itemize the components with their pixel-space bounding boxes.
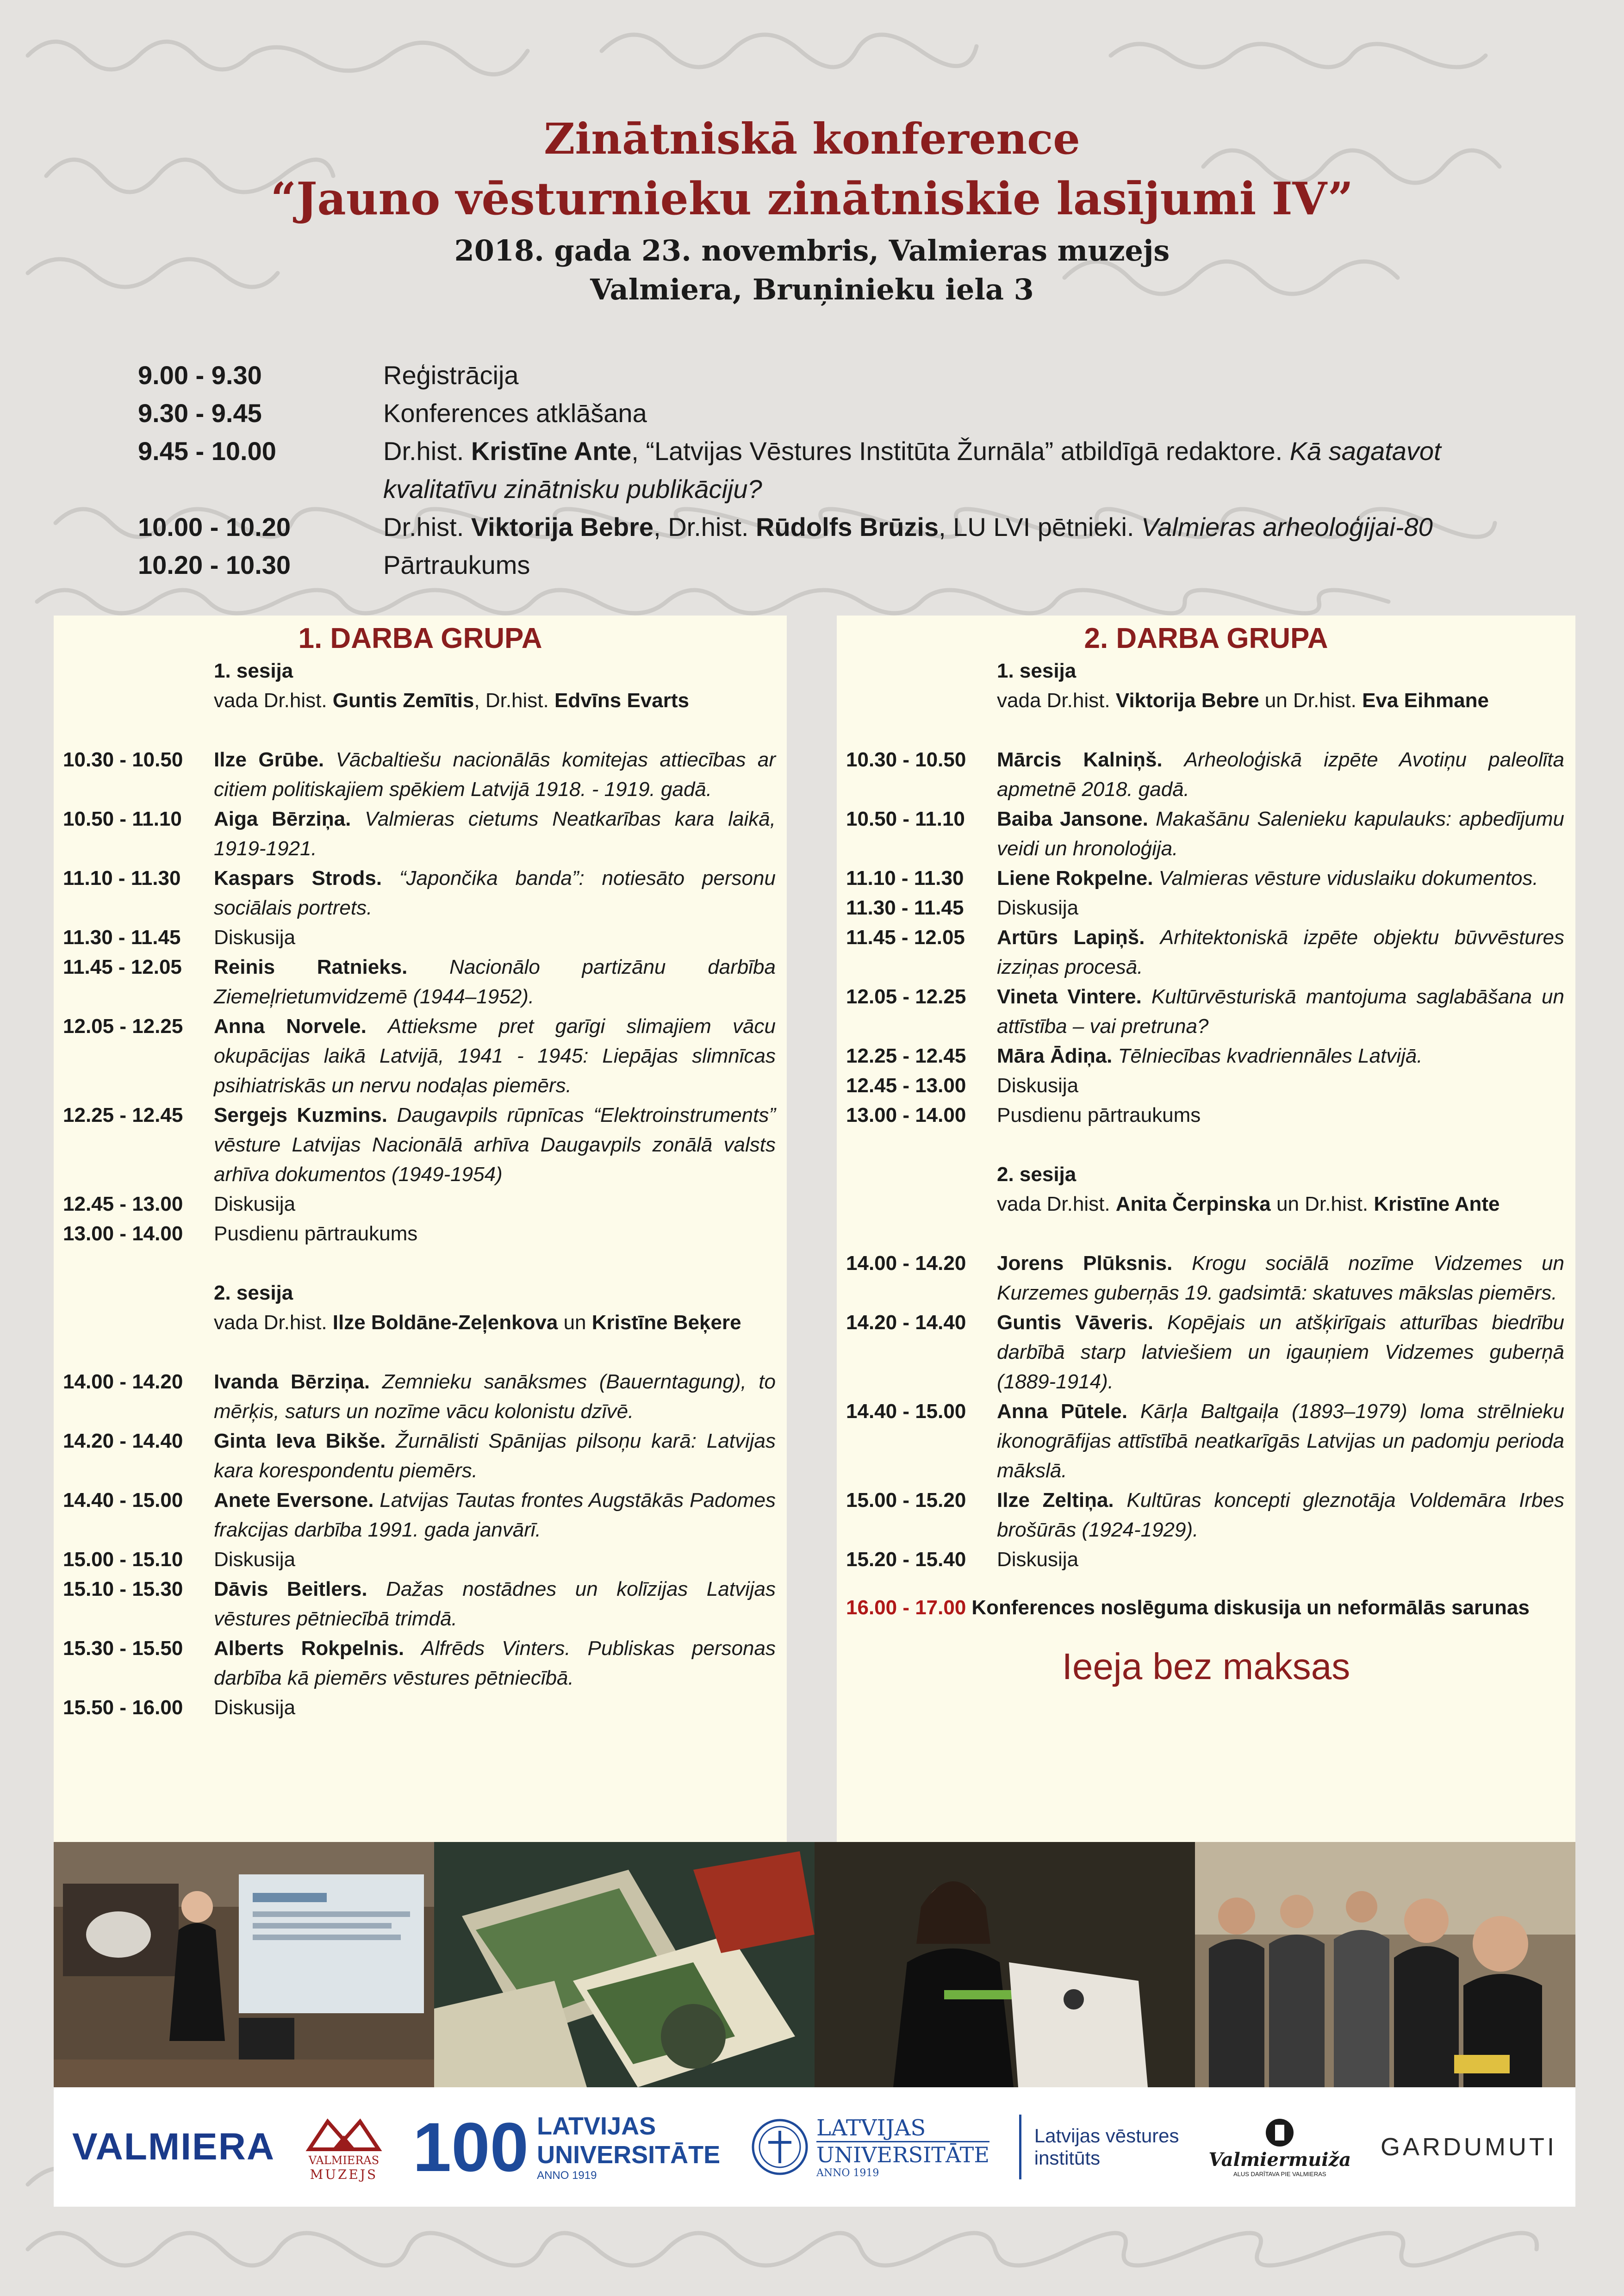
museum-name-bottom: MUZEJS bbox=[310, 2166, 378, 2182]
speaker-role: , LU LVI pētnieki. bbox=[939, 512, 1141, 541]
row-text bbox=[214, 864, 776, 923]
chair-prefix: vada Dr.hist. bbox=[997, 1193, 1116, 1215]
row-time: 12.45 - 13.00 bbox=[63, 1193, 183, 1215]
row-time: 15.50 - 16.00 bbox=[63, 1696, 183, 1719]
schedule-row bbox=[837, 745, 1575, 804]
schedule-row bbox=[54, 1634, 787, 1693]
session-chairs bbox=[997, 686, 1575, 716]
row-time: 11.10 - 11.30 bbox=[846, 867, 964, 890]
opening-time: 9.45 - 10.00 bbox=[138, 436, 276, 466]
opening-schedule bbox=[138, 356, 1549, 584]
photo-audience bbox=[1195, 1842, 1575, 2087]
session-label: 1. sesija bbox=[997, 660, 1076, 682]
closing-time: 16.00 - 17.00 bbox=[846, 1596, 966, 1619]
talk-topic: Vācbaltiešu nacionālās komitejas attiecības ar citiem politiskajiem spēkiem Latvijā 1918. - 1919. gadā. bbox=[214, 748, 776, 801]
talk-topic: Alfrēds Vinters. Publiskas personas darbība kā piemērs vēstures pētniecībā. bbox=[214, 1637, 776, 1689]
presenter-name: Ginta Ieva Bikše. bbox=[214, 1430, 386, 1452]
row-time: 11.45 - 12.05 bbox=[63, 956, 182, 978]
row-time: 11.30 - 11.45 bbox=[846, 896, 964, 919]
schedule-row bbox=[54, 864, 787, 923]
row-text bbox=[214, 1634, 776, 1693]
opening-row bbox=[138, 432, 1549, 508]
brewery-name: Valmiermuiža bbox=[1208, 2149, 1351, 2171]
lu100-text2: UNIVERSITĀTE bbox=[537, 2141, 721, 2169]
row-time: 15.30 - 15.50 bbox=[63, 1637, 183, 1660]
schedule-row bbox=[837, 1308, 1575, 1397]
chair-sep: , Dr.hist. bbox=[474, 689, 554, 712]
logo-lvi bbox=[1019, 2115, 1179, 2179]
presenter-name: Guntis Vāveris. bbox=[997, 1311, 1153, 1334]
conference-address: Valmiera, Bruņinieku iela 3 bbox=[590, 273, 1034, 306]
lvi-line1: Latvijas vēstures bbox=[1034, 2125, 1179, 2147]
closing-discussion bbox=[837, 1593, 1575, 1623]
schedule-row bbox=[54, 804, 787, 864]
opening-text bbox=[383, 508, 1549, 546]
talk-topic: Valmieras vēsture viduslaiku dokumentos. bbox=[1158, 867, 1538, 890]
session-label: 1. sesija bbox=[214, 660, 293, 682]
row-text bbox=[214, 1012, 776, 1101]
presenter-name: Reinis Ratnieks. bbox=[214, 956, 408, 978]
presenter-name: Artūrs Lapiņš. bbox=[997, 926, 1145, 949]
schedule-row bbox=[837, 1397, 1575, 1486]
lu-seal-icon bbox=[750, 2117, 810, 2177]
row-text bbox=[214, 1426, 776, 1486]
session-chairs bbox=[214, 1308, 787, 1338]
conference-title: Zinātniskā konference bbox=[544, 114, 1080, 164]
opening-row bbox=[138, 394, 1549, 432]
chair-sep: un Dr.hist. bbox=[1270, 1193, 1374, 1215]
row-time: 12.45 - 13.00 bbox=[846, 1074, 966, 1097]
row-text: Pusdienu pārtraukums bbox=[214, 1222, 418, 1245]
row-text bbox=[997, 1308, 1564, 1397]
presenter-name: Baiba Jansone. bbox=[997, 808, 1148, 830]
speaker-role: , “Latvijas Vēstures Institūta Žurnāla” atbildīgā redaktore. bbox=[631, 436, 1290, 466]
row-time: 12.05 - 12.25 bbox=[63, 1015, 183, 1038]
chair-sep: un Dr.hist. bbox=[1259, 689, 1363, 712]
gardumuti-wordmark: GARDUMUTI bbox=[1380, 2133, 1557, 2161]
row-text: Diskusija bbox=[997, 1074, 1079, 1097]
row-time: 12.05 - 12.25 bbox=[846, 985, 966, 1008]
logo-valmieras-muzejs bbox=[305, 2112, 383, 2182]
row-time: 10.50 - 11.10 bbox=[846, 808, 965, 830]
logo-lu-100 bbox=[412, 2108, 721, 2186]
row-time: 12.25 - 12.45 bbox=[846, 1045, 966, 1067]
chair-name: Anita Čerpinska bbox=[1115, 1193, 1271, 1215]
talk-topic: Daugavpils rūpnīcas “Elektroinstruments” vēsture Latvijas Nacionālā arhīva Daugavpils zonālā valsts arhīva dokumentos (1949-1954) bbox=[214, 1104, 776, 1186]
presenter-name: Māra Ādiņa. bbox=[997, 1045, 1113, 1067]
talk-topic: Dažas nostādnes un kolīzijas Latvijas vēstures pētniecībā trimdā. bbox=[214, 1578, 776, 1630]
row-text: Diskusija bbox=[997, 896, 1079, 919]
schedule-row bbox=[837, 923, 1575, 982]
row-text bbox=[997, 804, 1564, 864]
row-text: Diskusija bbox=[997, 1548, 1079, 1571]
photo-speaker-presentation bbox=[54, 1842, 434, 2087]
row-text bbox=[997, 864, 1564, 893]
schedule-row bbox=[837, 1486, 1575, 1545]
talk-topic: Zemnieku sanāksmes (Bauerntagung), to mērķis, saturs un nozīme vācu kolonistu dzīvē. bbox=[214, 1370, 776, 1423]
presenter-name: Aiga Bērziņa. bbox=[214, 808, 351, 830]
schedule-row bbox=[837, 982, 1575, 1041]
conference-subtitle: “Jauno vēsturnieku zinātniskie lasījumi IV” bbox=[270, 173, 1354, 225]
brewery-crest-icon bbox=[1261, 2116, 1298, 2149]
row-time: 10.50 - 11.10 bbox=[63, 808, 182, 830]
closing-text: Konferences noslēguma diskusija un neformālās sarunas bbox=[971, 1596, 1530, 1619]
row-time: 14.40 - 15.00 bbox=[63, 1489, 183, 1512]
schedule-row bbox=[54, 745, 787, 804]
schedule-row bbox=[837, 1041, 1575, 1071]
row-text bbox=[997, 982, 1564, 1041]
chair-sep: un bbox=[558, 1311, 592, 1334]
presenter-name: Ilze Grūbe. bbox=[214, 748, 324, 771]
group-1-session-2-rows bbox=[54, 1367, 787, 1723]
photo-strip bbox=[54, 1842, 1575, 2087]
opening-time: 9.30 - 9.45 bbox=[138, 398, 262, 428]
presenter-name: Liene Rokpelne. bbox=[997, 867, 1153, 890]
row-time: 11.45 - 12.05 bbox=[846, 926, 965, 949]
header bbox=[0, 111, 1624, 309]
row-text bbox=[214, 1101, 776, 1189]
talk-topic: Valmieras cietums Neatkarības kara laikā, 1919-1921. bbox=[214, 808, 776, 860]
lu100-number: 100 bbox=[412, 2108, 529, 2186]
schedule-row bbox=[54, 952, 787, 1012]
presenter-name: Alberts Rokpelnis. bbox=[214, 1637, 404, 1660]
photo-books bbox=[434, 1842, 815, 2087]
presenter-name: Anna Pūtele. bbox=[997, 1400, 1128, 1423]
session-label: 2. sesija bbox=[997, 1163, 1076, 1186]
row-time: 13.00 - 14.00 bbox=[63, 1222, 183, 1245]
presenter-name: Sergejs Kuzmins. bbox=[214, 1104, 387, 1126]
talk-topic: Makašānu Salenieku kapulauks: apbedījumu veidi un hronoloģija. bbox=[997, 808, 1564, 860]
schedule-row bbox=[54, 1486, 787, 1545]
talk-topic: Kultūras koncepti gleznotāja Voldemāra Irbes brošūrās (1924-1929). bbox=[997, 1489, 1564, 1541]
presenter-name: Mārcis Kalniņš. bbox=[997, 748, 1163, 771]
chair-name: Kristīne Ante bbox=[1374, 1193, 1500, 1215]
presenter-name: Vineta Vintere. bbox=[997, 985, 1142, 1008]
talk-topic: Kultūrvēsturiskā mantojuma saglabāšana un attīstība – vai pretruna? bbox=[997, 985, 1564, 1038]
group-2-session-2-rows bbox=[837, 1249, 1575, 1574]
chair-name: Viktorija Bebre bbox=[1115, 689, 1259, 712]
talk-topic: Krogu sociālā nozīme Vidzemes un Kurzemes guberņās 19. gadsimtā: skatuves mākslas piemērs. bbox=[997, 1252, 1564, 1304]
row-text bbox=[214, 745, 776, 804]
talk-topic: Arheoloģiskā izpēte Avotiņu paleolīta apmetnē 2018. gadā. bbox=[997, 748, 1565, 801]
row-text: Diskusija bbox=[214, 926, 296, 949]
opening-text bbox=[383, 432, 1549, 508]
row-time: 14.40 - 15.00 bbox=[846, 1400, 966, 1423]
row-text bbox=[214, 1367, 776, 1426]
schedule-row bbox=[54, 1426, 787, 1486]
talk-topic: Arhitektoniskā izpēte objektu būvvēstures izziņas procesā. bbox=[997, 926, 1564, 978]
sponsor-logos bbox=[54, 2087, 1575, 2207]
opening-time: 10.00 - 10.20 bbox=[138, 512, 291, 541]
session-info bbox=[54, 656, 787, 716]
row-text bbox=[214, 952, 776, 1012]
schedule-row bbox=[837, 1101, 1575, 1130]
row-time: 14.00 - 14.20 bbox=[846, 1252, 966, 1275]
speaker-title: , Dr.hist. bbox=[653, 512, 756, 541]
row-time: 11.30 - 11.45 bbox=[63, 926, 181, 949]
talk-topic: Žurnālisti Spānijas pilsoņu karā: Latvijas kara korespondentu piemērs. bbox=[214, 1430, 776, 1482]
session-chairs bbox=[997, 1189, 1575, 1219]
opening-row bbox=[138, 356, 1549, 394]
row-text bbox=[214, 1486, 776, 1545]
lu-year: ANNO 1919 bbox=[816, 2167, 879, 2179]
opening-row bbox=[138, 508, 1549, 546]
talk-topic: Attieksme pret garīgi slimajiem vācu okupācijas laikā Latvijā, 1941 - 1945: Liepājas slimnīcas psihiatriskās un nervu nodaļas piemērs. bbox=[214, 1015, 776, 1097]
chair-prefix: vada Dr.hist. bbox=[997, 689, 1116, 712]
schedule-row bbox=[837, 1071, 1575, 1101]
presenter-name: Ivanda Bērziņa. bbox=[214, 1370, 370, 1393]
free-entry-note: Ieeja bez maksas bbox=[1062, 1646, 1350, 1687]
speaker-name: Rūdolfs Brūzis bbox=[756, 512, 939, 541]
opening-text: Reģistrācija bbox=[383, 361, 519, 390]
schedule-row bbox=[54, 923, 787, 952]
schedule-row bbox=[54, 1012, 787, 1101]
schedule-row bbox=[54, 1545, 787, 1574]
schedule-row bbox=[54, 1189, 787, 1219]
schedule-row bbox=[837, 804, 1575, 864]
chair-name: Ilze Boldāne-Zeļenkova bbox=[332, 1311, 558, 1334]
logo-lu bbox=[750, 2115, 989, 2179]
talk-topic: Tēlniecības kvadriennāles Latvijā. bbox=[1118, 1045, 1423, 1067]
opening-time: 10.20 - 10.30 bbox=[138, 550, 291, 579]
schedule-row bbox=[837, 1545, 1575, 1574]
group-2-panel bbox=[837, 616, 1575, 1842]
talk-topic: Valmieras arheoloģijai-80 bbox=[1141, 512, 1433, 541]
presenter-name: Anete Eversone. bbox=[214, 1489, 374, 1512]
opening-time: 9.00 - 9.30 bbox=[138, 361, 262, 390]
session-info bbox=[837, 656, 1575, 716]
row-time: 14.00 - 14.20 bbox=[63, 1370, 183, 1393]
group-2-title: 2. DARBA GRUPA bbox=[1084, 622, 1328, 654]
row-text bbox=[997, 1249, 1564, 1308]
row-text: Diskusija bbox=[214, 1696, 296, 1719]
lu-text1: LATVIJAS bbox=[816, 2115, 926, 2141]
group-1-title: 1. DARBA GRUPA bbox=[298, 622, 542, 654]
row-text bbox=[997, 1397, 1564, 1486]
talk-topic: Kārļa Baltgaiļa (1893–1979) loma strēlnieku ikonogrāfijas attīstībā neatkarīgās Latvijas un padomju perioda mākslā. bbox=[997, 1400, 1564, 1482]
logo-valmiera bbox=[72, 2125, 275, 2169]
speaker-name: Kristīne Ante bbox=[471, 436, 632, 466]
museum-emblem-icon bbox=[305, 2112, 383, 2154]
lu-text2: UNIVERSITĀTE bbox=[816, 2141, 989, 2167]
chair-name: Eva Eihmane bbox=[1362, 689, 1489, 712]
presenter-name: Anna Norvele. bbox=[214, 1015, 367, 1038]
speaker-title: Dr.hist. bbox=[383, 512, 471, 541]
row-text bbox=[997, 745, 1564, 804]
speaker-name: Viktorija Bebre bbox=[471, 512, 654, 541]
opening-row bbox=[138, 546, 1549, 584]
row-text bbox=[997, 1041, 1564, 1071]
chair-prefix: vada Dr.hist. bbox=[214, 689, 333, 712]
museum-name-top: VALMIERAS bbox=[308, 2153, 380, 2167]
group-1-session-1-rows bbox=[54, 745, 787, 1249]
schedule-row bbox=[54, 1101, 787, 1189]
session-info bbox=[837, 1160, 1575, 1219]
row-time: 15.00 - 15.10 bbox=[63, 1548, 183, 1571]
logo-gardumuti bbox=[1381, 2133, 1557, 2161]
row-text bbox=[214, 1574, 776, 1634]
chair-prefix: vada Dr.hist. bbox=[214, 1311, 333, 1334]
row-time: 10.30 - 10.50 bbox=[846, 748, 966, 771]
schedule-row bbox=[837, 864, 1575, 893]
schedule-row bbox=[54, 1219, 787, 1249]
schedule-row bbox=[54, 1693, 787, 1723]
session-chairs bbox=[214, 686, 787, 716]
talk-topic: Kā sagatavot kvalitatīvu zinātnisku publikāciju? bbox=[383, 436, 1441, 504]
speaker-title: Dr.hist. bbox=[383, 436, 471, 466]
brewery-sub: ALUS DARĪTAVA PIE VALMIERAS bbox=[1233, 2171, 1326, 2178]
valmiera-wordmark: VALMIERA bbox=[72, 2126, 275, 2168]
session-info bbox=[54, 1278, 787, 1338]
row-time: 14.20 - 14.40 bbox=[63, 1430, 183, 1452]
lu100-text1: LATVIJAS bbox=[537, 2112, 656, 2140]
chair-name: Guntis Zemītis bbox=[332, 689, 474, 712]
row-time: 15.10 - 15.30 bbox=[63, 1578, 183, 1600]
row-text: Diskusija bbox=[214, 1193, 296, 1215]
talk-topic: Kopējais un atšķirīgais atturības biedrību darbībā starp latviešiem un igauņiem Vidzemes guberņā (1889-1914). bbox=[997, 1311, 1564, 1393]
row-time: 14.20 - 14.40 bbox=[846, 1311, 966, 1334]
chair-name: Kristīne Beķere bbox=[591, 1311, 741, 1334]
lu100-year: ANNO 1919 bbox=[537, 2169, 597, 2182]
schedule-row bbox=[54, 1574, 787, 1634]
logo-valmiermuiza bbox=[1208, 2116, 1351, 2178]
row-text: Pusdienu pārtraukums bbox=[997, 1104, 1201, 1126]
presenter-name: Ilze Zeltiņa. bbox=[997, 1489, 1114, 1512]
row-time: 11.10 - 11.30 bbox=[63, 867, 181, 890]
session-label: 2. sesija bbox=[214, 1282, 293, 1304]
presenter-name: Kaspars Strods. bbox=[214, 867, 382, 890]
row-text bbox=[214, 804, 776, 864]
talk-topic: “Japončika banda”: notiesāto personu sociālais portrets. bbox=[214, 867, 776, 919]
group-1-panel bbox=[54, 616, 787, 1842]
group-2-session-1-rows bbox=[837, 745, 1575, 1130]
row-time: 15.00 - 15.20 bbox=[846, 1489, 966, 1512]
schedule-row bbox=[837, 1249, 1575, 1308]
schedule-row bbox=[837, 893, 1575, 923]
row-time: 10.30 - 10.50 bbox=[63, 748, 183, 771]
row-time: 13.00 - 14.00 bbox=[846, 1104, 966, 1126]
lvi-line2: institūts bbox=[1034, 2147, 1101, 2169]
talk-topic: Latvijas Tautas frontes Augstākās Padomes frakcijas darbība 1991. gada janvārī. bbox=[214, 1489, 776, 1541]
row-time: 12.25 - 12.45 bbox=[63, 1104, 183, 1126]
opening-text: Konferences atklāšana bbox=[383, 398, 647, 428]
row-text: Diskusija bbox=[214, 1548, 296, 1571]
opening-text: Pārtraukums bbox=[383, 550, 530, 579]
presenter-name: Jorens Plūksnis. bbox=[997, 1252, 1173, 1275]
row-text bbox=[997, 923, 1564, 982]
schedule-row bbox=[54, 1367, 787, 1426]
row-time: 15.20 - 15.40 bbox=[846, 1548, 966, 1571]
chair-name: Edvīns Evarts bbox=[554, 689, 689, 712]
talk-topic: Nacionālo partizānu darbība Ziemeļrietumvidzemē (1944–1952). bbox=[214, 956, 776, 1008]
photo-lecturer bbox=[815, 1842, 1195, 2087]
conference-date-place: 2018. gada 23. novembris, Valmieras muzejs bbox=[454, 234, 1170, 268]
row-text bbox=[997, 1486, 1564, 1545]
presenter-name: Dāvis Beitlers. bbox=[214, 1578, 367, 1600]
